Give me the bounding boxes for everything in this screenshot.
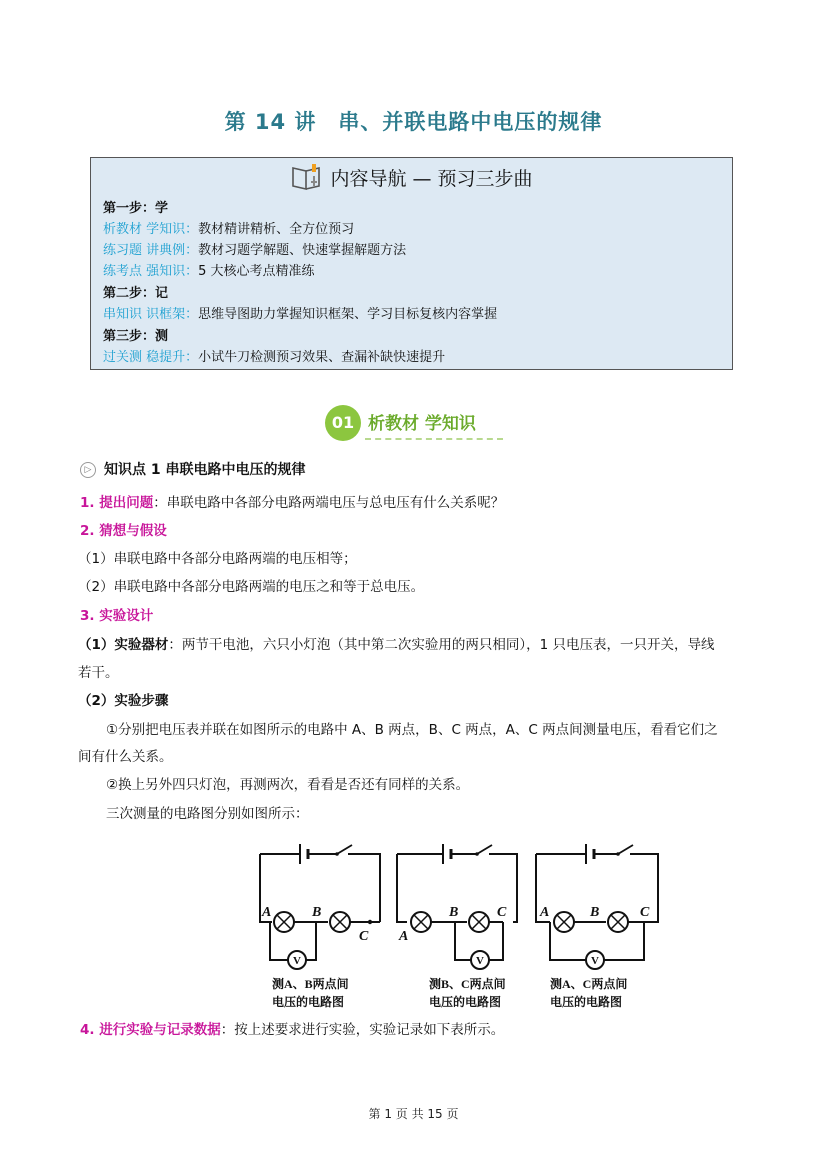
nav-row-4 (103, 305, 497, 325)
svg-text:A: A (540, 905, 550, 920)
step-1-line-2: 间有什么关系。 (78, 749, 173, 765)
nav-row-1-desc: 教材精讲精析、全方位预习 (198, 222, 355, 237)
svg-text:测A、C两点间: 测A、C两点间 (550, 977, 628, 991)
page-footer: 第 1 页 共 15 页 (368, 1107, 459, 1121)
nav-step-1: 第一步：学 (103, 201, 169, 216)
svg-text:C: C (359, 929, 369, 944)
question-1-text: ：串联电路中各部分电路两端电压与总电压有什么关系呢？ (153, 495, 505, 511)
knowledge-point-heading (80, 459, 306, 479)
svg-text:测B、C两点间: 测B、C两点间 (429, 977, 506, 991)
circuit-diagram-ac (536, 844, 658, 1009)
nav-row-5 (103, 348, 445, 368)
hypothesis-2: （2）串联电路中各部分电路两端的电压之和等于总电压。 (78, 579, 425, 595)
nav-row-1 (103, 220, 354, 240)
nav-step-2: 第二步：记 (103, 286, 169, 301)
question-4 (80, 1019, 504, 1041)
equipment-label: （1）实验器材 (78, 637, 169, 653)
circuit-diagram-ab (260, 844, 380, 1009)
svg-text:电压的电路图: 电压的电路图 (272, 995, 345, 1009)
equipment-line-2: 若干。 (78, 665, 119, 681)
step-1-line-1: ①分别把电压表并联在如图所示的电路中 A、B 两点，B、C 两点，A、C 两点间测量电压，看看它们之 (106, 722, 718, 738)
question-2-label: 2. 猜想与假设 (80, 523, 167, 539)
nav-heading-text: 内容导航 — 预习三步曲 (330, 168, 533, 190)
nav-row-3 (103, 262, 315, 282)
question-1 (80, 492, 504, 514)
svg-text:B: B (312, 905, 322, 920)
svg-text:测A、B两点间: 测A、B两点间 (272, 977, 349, 991)
lecture-number: 第 14 讲 (224, 110, 317, 134)
svg-text:V: V (476, 955, 484, 967)
svg-text:B: B (590, 905, 600, 920)
step-2: ②换上另外四只灯泡，再测两次，看看是否还有同样的关系。 (106, 777, 470, 793)
svg-text:C: C (497, 905, 507, 920)
svg-text:A: A (262, 905, 272, 920)
nav-heading (91, 162, 732, 197)
section-label: 析教材 学知识 (368, 414, 476, 434)
circuit-diagram-bc (397, 844, 517, 1009)
lecture-topic: 串、并联电路中电压的规律 (338, 110, 603, 134)
question-1-label: 1. 提出问题 (80, 495, 154, 511)
svg-text:B: B (449, 905, 459, 920)
knowledge-point-title: 知识点 1 串联电路中电压的规律 (104, 462, 306, 478)
diagram-intro: 三次测量的电路图分别如图所示： (106, 806, 309, 822)
svg-text:V: V (293, 955, 301, 967)
nav-row-3-desc: 5 大核心考点精准练 (198, 264, 315, 279)
circuit-diagrams (252, 840, 672, 1019)
arrow-circle-icon: ▷ (80, 462, 96, 478)
nav-row-4-key: 串知识 识框架： (103, 307, 199, 322)
question-4-label: 4. 进行实验与记录数据 (80, 1022, 221, 1038)
content-navigation-box (90, 157, 733, 370)
svg-text:电压的电路图: 电压的电路图 (550, 995, 623, 1009)
equipment-text: ：两节干电池，六只小灯泡（其中第二次实验用的两只相同），1 只电压表，一只开关，导线 (168, 637, 715, 653)
nav-row-2 (103, 241, 406, 261)
svg-text:C: C (640, 905, 650, 920)
book-icon (290, 162, 324, 197)
nav-row-5-key: 过关测 稳提升： (103, 350, 199, 365)
nav-row-4-desc: 思维导图助力掌握知识框架、学习目标复核内容掌握 (198, 307, 498, 322)
nav-step-3: 第三步：测 (103, 329, 169, 344)
page-title (0, 106, 827, 136)
section-number-badge: 01 (325, 405, 361, 441)
nav-row-2-key: 练习题 讲典例： (103, 243, 199, 258)
hypothesis-1: （1）串联电路中各部分电路两端的电压相等； (78, 551, 357, 567)
svg-text:V: V (591, 955, 599, 967)
svg-text:电压的电路图: 电压的电路图 (429, 995, 502, 1009)
nav-row-5-desc: 小试牛刀检测预习效果、查漏补缺快速提升 (198, 350, 446, 365)
svg-text:A: A (399, 929, 409, 944)
nav-row-1-key: 析教材 学知识： (103, 222, 199, 237)
question-3-label: 3. 实验设计 (80, 608, 154, 624)
equipment-line (78, 634, 715, 656)
question-4-text: ：按上述要求进行实验，实验记录如下表所示。 (220, 1022, 505, 1038)
section-divider (365, 438, 503, 440)
steps-label: （2）实验步骤 (78, 693, 169, 709)
nav-row-3-key: 练考点 强知识： (103, 264, 199, 279)
nav-row-2-desc: 教材习题学解题、快速掌握解题方法 (198, 243, 407, 258)
